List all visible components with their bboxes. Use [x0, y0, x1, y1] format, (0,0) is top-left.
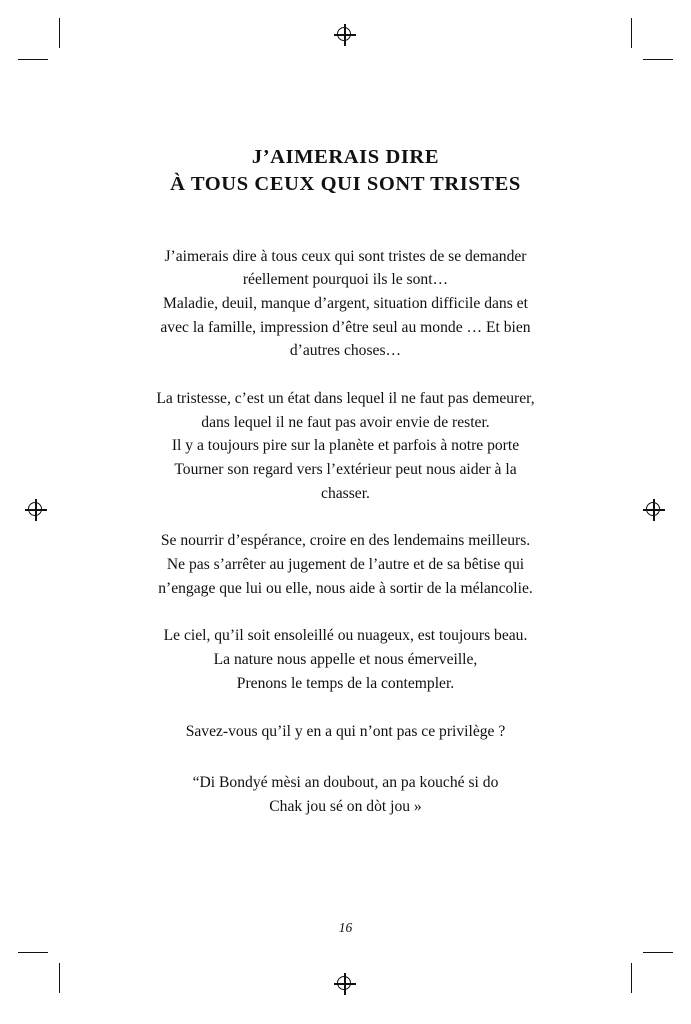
poem-line: avec la famille, impression d’être seul au monde … Et bien — [160, 318, 531, 336]
registration-mark-left — [25, 499, 47, 521]
poem-line: Prenons le temps de la contempler. — [236, 674, 455, 692]
registration-horizontal-line — [643, 509, 665, 510]
registration-mark-right — [643, 499, 665, 521]
page-number: 16 — [338, 920, 353, 935]
page-content — [85, 120, 606, 950]
poem-line: Il y a toujours pire sur la planète et parfois à notre porte — [171, 437, 520, 455]
poem-line: Se nourrir d’espérance, croire en des lendemains meilleurs. — [160, 532, 531, 550]
crop-mark-top-left-vertical — [59, 18, 60, 48]
registration-vertical-line — [344, 24, 345, 46]
crop-mark-bottom-right-vertical — [631, 963, 632, 993]
crop-mark-bottom-left-horizontal — [18, 952, 48, 953]
crop-mark-top-left-horizontal — [18, 59, 48, 60]
poem-line: La nature nous appelle et nous émerveille, — [213, 651, 478, 669]
registration-vertical-line — [344, 973, 345, 995]
poem-line: d’autres choses… — [289, 342, 402, 360]
page-title-line-1: J’AIMERAIS DIRE — [251, 146, 440, 168]
poem-line: La tristesse, c’est un état dans lequel il ne faut pas demeurer, — [156, 389, 535, 407]
poem-line: Ne pas s’arrêter au jugement de l’autre et de sa bêtise qui — [166, 556, 525, 574]
poem-line: “Di Bondyé mèsi an doubout, an pa kouché si do — [192, 774, 499, 792]
poem-line: réellement pourquoi ils le sont… — [242, 271, 449, 289]
registration-mark-top — [334, 24, 356, 46]
poem-line: dans lequel il ne faut pas avoir envie de rester. — [201, 413, 490, 431]
registration-mark-bottom — [334, 973, 356, 995]
crop-mark-top-right-horizontal — [643, 59, 673, 60]
registration-horizontal-line — [334, 983, 356, 984]
poem-body — [85, 245, 606, 819]
registration-horizontal-line — [334, 34, 356, 35]
stanza-quote — [85, 771, 606, 818]
poem-line: Le ciel, qu’il soit ensoleillé ou nuageux, est toujours beau. — [163, 627, 528, 645]
poem-line: n’engage que lui ou elle, nous aide à sortir de la mélancolie. — [158, 579, 533, 597]
crop-mark-top-right-vertical — [631, 18, 632, 48]
registration-vertical-line — [35, 499, 36, 521]
stanza — [85, 387, 606, 505]
crop-mark-bottom-left-vertical — [59, 963, 60, 993]
poem-line: chasser. — [321, 484, 370, 502]
registration-horizontal-line — [25, 509, 47, 510]
poem-line: Tourner son regard vers l’extérieur peut nous aider à la — [174, 461, 517, 478]
poem-line: J’aimerais dire à tous ceux qui sont tristes de se demander — [164, 247, 527, 265]
registration-vertical-line — [653, 499, 654, 521]
page-title-line-2: À TOUS CEUX QUI SONT TRISTES — [170, 173, 521, 196]
registration-ring — [28, 502, 42, 516]
stanza — [85, 529, 606, 600]
registration-ring — [337, 27, 351, 41]
poem-line: Savez-vous qu’il y en a qui n’ont pas ce privilège ? — [185, 722, 506, 740]
page-title — [85, 144, 606, 199]
registration-ring — [646, 502, 660, 516]
stanza — [85, 624, 606, 695]
stanza — [85, 245, 606, 363]
registration-ring — [337, 976, 351, 990]
poem-line: Chak jou sé on dòt jou » — [269, 797, 422, 815]
stanza — [85, 720, 606, 744]
poem-line: Maladie, deuil, manque d’argent, situation difficile dans et — [163, 294, 528, 312]
crop-mark-bottom-right-horizontal — [643, 952, 673, 953]
